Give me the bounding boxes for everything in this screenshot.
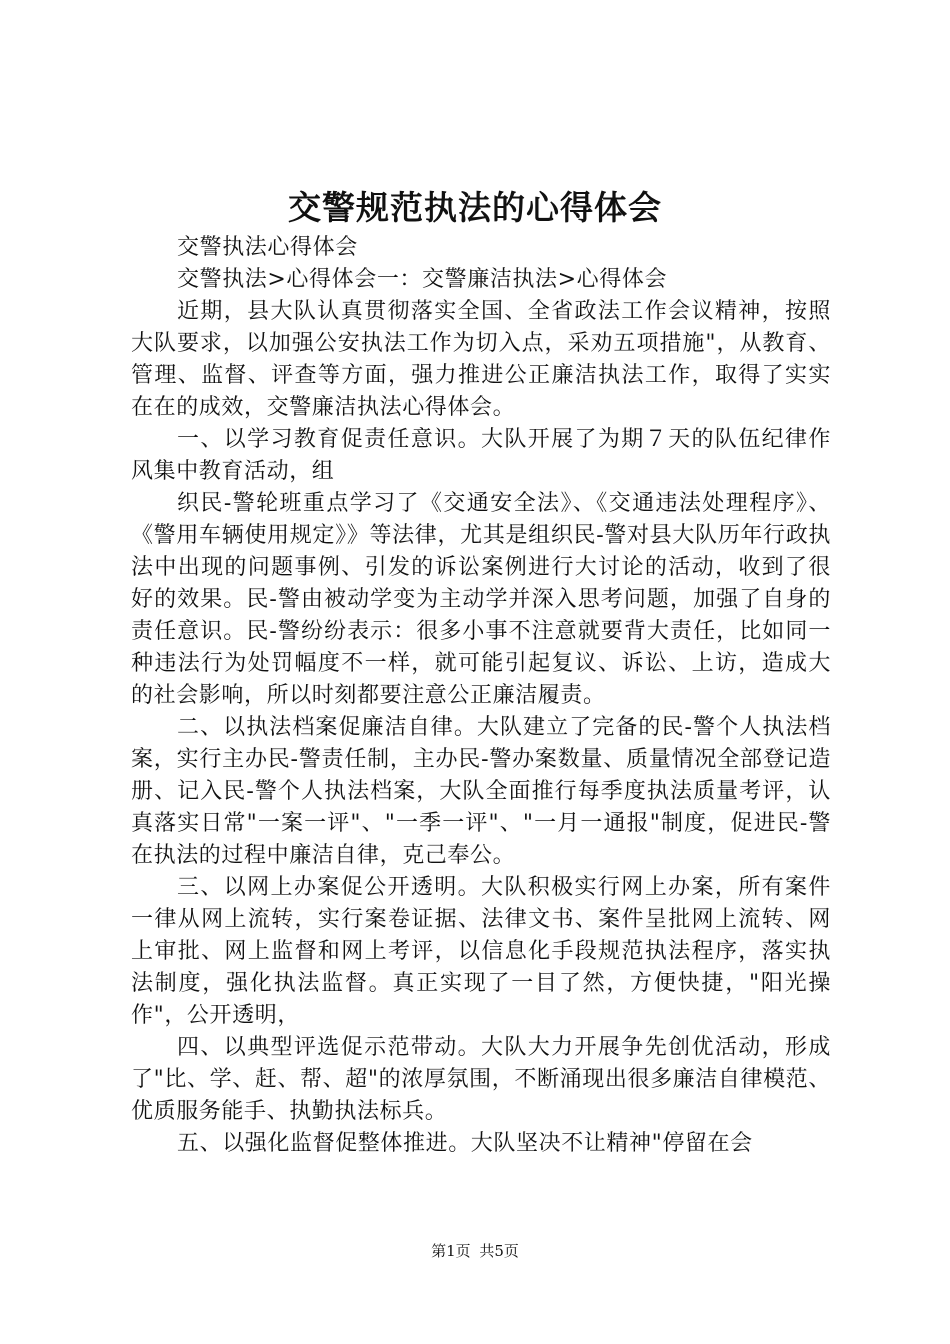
paragraph: 织民-警轮班重点学习了《交通安全法》、《交通违法处理程序》、《警用车辆使用规定》》等法律，尤其是组织民-警对县大队历年行政执法中出现的问题事例、引发的诉讼案例进行大讨论的活动，收到了很好的效果。民-警由被动学变为主动学并深入思考问题，加强了自身的责任意识。民-警纷纷表示：很多小事不注意就要背大责任，比如同一种违法行为处罚幅度不一样，就可能引起复议、诉讼、上访，造成大的社会影响，所以时刻都要注意公正廉洁履责。 [131,491,831,708]
paragraph: 四、以典型评选促示范带动。大队大力开展争先创优活动，形成了"比、学、赶、帮、超"的浓厚氛围，不断涌现出很多廉洁自律模范、优质服务能手、执勤执法标兵。 [131,1035,831,1124]
paragraph: 近期，县大队认真贯彻落实全国、全省政法工作会议精神，按照大队要求，以加强公安执法工作为切入点，采劝五项措施"，从教育、管理、监督、评查等方面，强力推进公正廉洁执法工作，取得了实实在在的成效，交警廉洁执法心得体会。 [131,299,831,420]
page-footer [0,1240,950,1262]
page-number: 第1页 [431,1242,471,1260]
paragraph: 一、以学习教育促责任意识。大队开展了为期７天的队伍纪律作风集中教育活动，组 [131,427,831,484]
page-total: 共5页 [479,1242,519,1260]
paragraph: 二、以执法档案促廉洁自律。大队建立了完备的民-警个人执法档案，实行主办民-警责任制，主办民-警办案数量、质量情况全部登记造册、记入民-警个人执法档案，大队全面推行每季度执法质量考评，认真落实日常"一案一评"、"一季一评"、"一月一通报"制度，促进民-警在执法的过程中廉洁自律，克己奉公。 [131,715,831,868]
paragraph: 交警执法心得体会 [177,235,358,260]
paragraph: 三、以网上办案促公开透明。大队积极实行网上办案，所有案件一律从网上流转，实行案卷证据、法律文书、案件呈批网上流转、网上审批、网上监督和网上考评，以信息化手段规范执法程序，落实执法制度，强化执法监督。真正实现了一目了然，方便快捷，"阳光操作"，公开透明， [131,875,831,1028]
paragraph: 交警执法>心得体会一：交警廉洁执法>心得体会 [177,267,668,292]
document-body [131,232,831,1160]
document-title: 交警规范执法的心得体会 [288,188,662,227]
paragraph: 五、以强化监督促整体推进。大队坚决不让精神"停留在会 [177,1131,753,1156]
